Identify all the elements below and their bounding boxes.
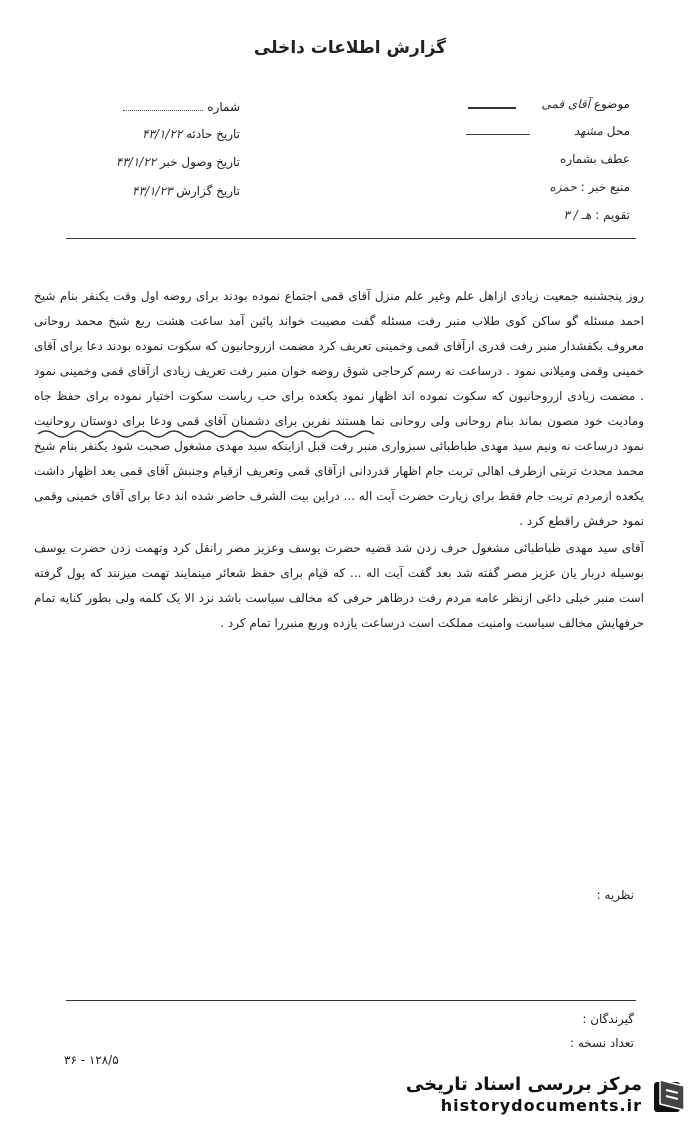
field-subject-label: موضوع — [593, 97, 630, 111]
field-received-date-label: تاریخ وصول خبر — [159, 155, 240, 169]
field-incident-date-label: تاریخ حادثه — [186, 127, 240, 141]
report-body — [34, 284, 644, 636]
field-reference — [530, 152, 630, 166]
field-incident-date-value: ۴۳/۱/۲۲ — [141, 127, 183, 141]
field-subject-value: آقای قمی — [541, 97, 590, 111]
archive-logo — [400, 1074, 692, 1118]
archive-url: historydocuments.ir — [440, 1096, 642, 1115]
field-number-label: شماره — [207, 100, 240, 114]
field-report-date-value: ۴۳/۱/۲۳ — [132, 184, 173, 198]
redaction-mark — [468, 107, 516, 109]
header-divider — [66, 238, 636, 239]
field-location-value: مشهد — [573, 124, 603, 138]
archive-name: مرکز بررسی اسناد تاریخی — [405, 1074, 642, 1095]
field-number — [90, 100, 240, 114]
field-received-date-value: ۴۳/۱/۲۲ — [115, 155, 157, 169]
body-paragraph: روز پنجشنبه جمعیت زیادی ازاهل علم وغیر علم منزل آقای قمی اجتماع نموده بودند برای روضه اول وقت یکنفر بنام شیخ احمد مسئله گو ساکن کوی طلاب منبر رفت مسئله گفت مصیبت خواند پائین آمد ساعت هشت ربع شیخ محمد روحانی معروف بکفشدار منبر رفت قدری ازآقای قمی وخمینی تعریف کرد مضمت ازروحانیون که سکوت نموده بودند دعا برای آقای خمینی وقمی ومیلانی نمود . درساعت نه رسم کرحاجی شوق روضه خوان منبر رفت تعریف زیادی ازآقای قمی وخمینی نمود . مضمت زیادی ازروحانیون که سکوت نموده اند اظهار نمود یکعده برای حب ریاست سکوت اختیار نموده برای حفظ جاه ومادیت خود مصون بماند بنام روحانی ولی روحانی نما هستند نفرین برای دشمنان آقای قمی ودعا برای دوستان روحانیت نمود درساعت نه ونیم سید مهدی طباطبائی سبزواری منبر رفت قبل ازاینکه سید مهدی مشغول صحبت شود یکنفر بنام شیخ محمد محدث تربتی ازطرف اهالی تربت جام اظهار قدردانی ازآقای قمی وتعریف ازقیام وجنبش آقای قمی بعد اظهار داشت یکعده ازمردم تربت جام فقط برای زیارت حضرت آیت اله ... دراین بیت الشرف حاضر شده اند دعا برای آقای خمینی وقمی نمود حرفش راقطع کرد . — [34, 289, 644, 528]
field-source-value: حمزه — [549, 180, 577, 194]
field-calendar-label: تقویم — [603, 208, 630, 222]
field-location-label: محل — [606, 124, 630, 138]
body-paragraph: آقای سید مهدی طباطبائی مشغول حرف زدن شد قضیه حضرت یوسف وعزیز مصر رانقل کرد وتهمت زدن حضرت یوسف بوسیله دربار یان عزیز مصر گفته شد بعد گفت آیت اله ... که قیام برای حفظ شعائر مینمایند تهمت میزنند که پول گرفته است منبر خیلی داغی ازنظر عامه مردم رفت درظاهر حرفی که مخالف سیاست باشد نزد الا یک کلمه ولی بطور کنایه تمام حرفهایش مخالف سیاست وامنیت مملکت است درساعت یازده وربع منبررا تمام کرد . — [34, 541, 644, 630]
field-incident-date — [90, 127, 240, 141]
footer-divider — [66, 1000, 636, 1001]
opinion-label: نظریه : — [596, 888, 634, 902]
redaction-mark — [466, 134, 530, 135]
field-calendar: تقویم : هـ / ۳ — [563, 208, 630, 222]
report-title: گزارش اطلاعات داخلی — [253, 38, 447, 58]
field-report-date — [78, 184, 240, 198]
field-source: منبع خبر : حمزه — [549, 180, 630, 194]
archive-emblem-icon — [650, 1076, 690, 1116]
copies-label: تعداد نسخه : — [569, 1036, 634, 1050]
field-source-label: منبع خبر — [588, 180, 630, 194]
field-reference-label: عطف بشماره — [560, 152, 630, 166]
scribble-strikeout — [36, 428, 376, 440]
field-location — [470, 124, 630, 138]
field-report-date-label: تاریخ گزارش — [176, 184, 240, 198]
field-received-date — [62, 155, 240, 169]
recipients-label: گیرندگان : — [582, 1012, 634, 1026]
field-calendar-value: هـ / ۳ — [563, 208, 592, 222]
document-number: ۳۶ - ۱۲۸/۵ — [64, 1053, 119, 1067]
